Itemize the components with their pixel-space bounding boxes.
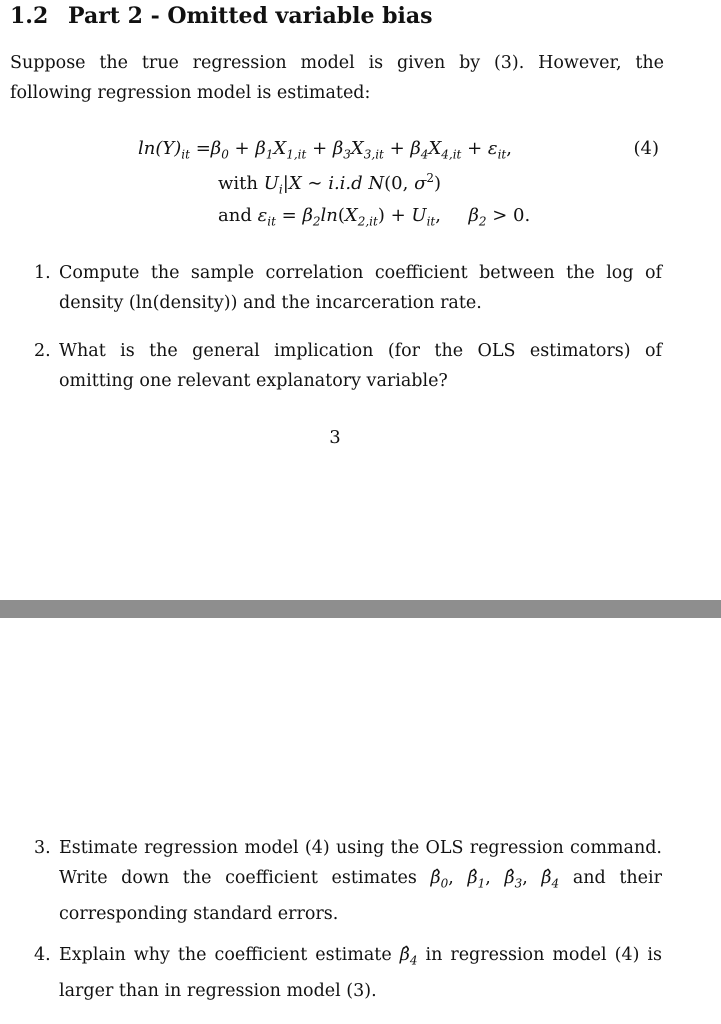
question-text: Explain why the coefficient estimate $\betâ_4$ in regression model (4) is larger than in regression model (3). (59, 945, 662, 1001)
equation-line-1 (138, 138, 512, 162)
question-text: Estimate regression model (4) using the OLS regression command. Write down the coefficient estimates $\betâ_0$, $\betâ_1$, $\betâ_3$, $\betâ_4$ and their corresponding standard errors. (59, 838, 662, 924)
question-label: 4. (34, 945, 51, 965)
page-separator (0, 600, 721, 618)
equation-error-distribution: $U_i|X$ ∼ i.i.d N(0, $\sigma^2$) (263, 171, 442, 197)
question-label: 1. (34, 263, 51, 283)
question-label: 2. (34, 341, 51, 361)
intro-paragraph: Suppose the true regression model is given by (3). However, the following regression model is estimated: (10, 53, 664, 103)
section-title: Part 2 - Omitted variable bias (68, 3, 433, 29)
equation-and: and (218, 205, 252, 226)
section-heading (10, 3, 433, 29)
page-bottom (0, 618, 721, 1024)
equation-rhs: $=\beta_0 + \beta_1X_{1,it} + \beta_3X_{3,it} + \beta_4X_{4,it} + \varepsilon_{it}$, (195, 138, 512, 162)
question-label: 3. (34, 838, 51, 858)
equation-with: with (218, 173, 258, 194)
equation-error-definition: $\varepsilon_{it} = \beta_2\ln(X_{2,it}) + U_{it}$, (257, 205, 441, 229)
equation-lhs: $\ln(Y)_{it}$ (138, 138, 190, 162)
equation-line-3 (218, 205, 530, 229)
question-3 (34, 833, 662, 929)
equation-line-2 (218, 171, 441, 197)
question-4 (34, 940, 662, 1006)
equation-condition: $\beta_2 > 0$. (468, 205, 531, 229)
question-2 (34, 336, 662, 396)
equation-number: (4) (633, 138, 659, 159)
page-number: 3 (329, 427, 341, 448)
section-number: 1.2 (10, 3, 49, 29)
question-text: What is the general implication (for the OLS estimators) of omitting one relevant explanatory variable? (59, 341, 662, 391)
question-1 (34, 258, 662, 318)
question-text: Compute the sample correlation coefficient between the log of density (ln(density)) and the incarceration rate. (59, 263, 662, 313)
